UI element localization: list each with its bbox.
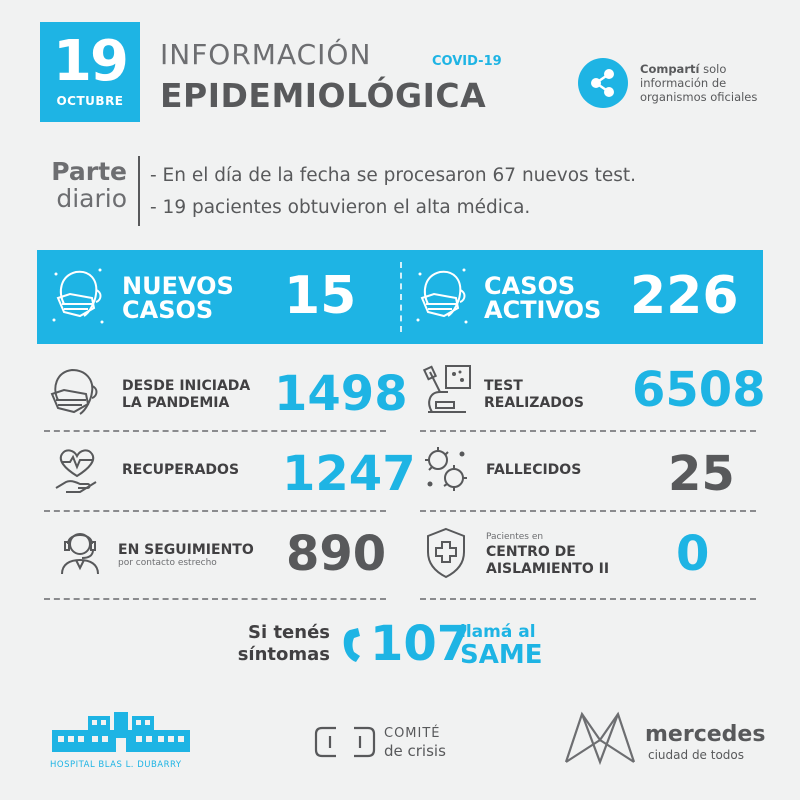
phone-icon — [342, 626, 368, 664]
parte-label2: diario — [56, 184, 127, 213]
seguimiento-label: EN SEGUIMIENTO — [118, 542, 254, 558]
same-left1: Si tenés — [248, 622, 330, 643]
masked-face-icon — [50, 262, 106, 332]
comite-logo-icon — [314, 724, 376, 760]
share-icon — [578, 58, 628, 108]
comite-line2: de crisis — [384, 742, 446, 760]
row-divider — [44, 510, 386, 512]
aislamiento-label2: AISLAMIENTO II — [486, 561, 610, 577]
share-line3: organismos oficiales — [640, 90, 758, 104]
casos-activos-label — [484, 274, 601, 322]
mercedes-logo-icon — [562, 710, 638, 766]
date-badge — [40, 22, 140, 122]
aislamiento-label — [486, 544, 609, 578]
comite-line1: COMITÉ — [384, 726, 441, 741]
parte-divider — [138, 156, 140, 226]
note-2: - 19 pacientes obtuvieron el alta médica. — [150, 197, 531, 218]
mercedes-line1: mercedes — [645, 722, 766, 747]
masked-face-icon — [46, 364, 102, 420]
same-prompt — [232, 622, 330, 666]
fallecidos-value: 25 — [668, 446, 735, 502]
activos-label2: ACTIVOS — [484, 296, 602, 324]
same-right1: llamá al — [460, 622, 536, 642]
operator-headset-icon — [56, 526, 104, 576]
seguimiento-sub: por contacto estrecho — [118, 558, 217, 568]
mercedes-line2: ciudad de todos — [648, 748, 745, 762]
test-label2: REALIZADOS — [484, 395, 584, 411]
activos-label1: CASOS — [484, 272, 576, 300]
pandemia-label1: DESDE INICIADA — [122, 378, 251, 394]
fallecidos-label: FALLECIDOS — [486, 462, 582, 478]
recuperados-label: RECUPERADOS — [122, 462, 240, 478]
note-1: - En el día de la fecha se procesaron 67 nuevos test. — [150, 165, 636, 186]
same-right2: SAME — [460, 640, 543, 670]
pandemia-label — [122, 378, 250, 412]
share-line2: información de — [640, 76, 727, 90]
microscope-icon — [420, 362, 474, 420]
parte-diario-label — [45, 158, 127, 212]
pandemia-label2: LA PANDEMIA — [122, 395, 230, 411]
share-rest: solo — [699, 62, 727, 76]
share-notice — [640, 62, 757, 104]
seguimiento-value: 890 — [286, 526, 387, 582]
date-day: 19 — [53, 29, 127, 94]
nuevos-casos-value: 15 — [284, 266, 357, 326]
date-month: OCTUBRE — [56, 94, 124, 108]
heart-hand-icon — [54, 446, 100, 496]
row-divider — [420, 510, 756, 512]
share-bold: Compartí — [640, 62, 700, 76]
aislamiento-label1: CENTRO DE — [486, 544, 576, 560]
casos-activos-value: 226 — [630, 266, 739, 326]
aislamiento-value: 0 — [676, 526, 710, 582]
hospital-building-icon — [52, 710, 190, 756]
row-divider — [420, 430, 756, 432]
hospital-name: HOSPITAL BLAS L. DUBARRY — [50, 760, 182, 770]
row-divider — [44, 430, 386, 432]
virus-icon — [420, 442, 470, 496]
row-divider — [44, 598, 386, 600]
title-line2: EPIDEMIOLÓGICA — [160, 76, 487, 115]
band-divider — [400, 262, 402, 332]
same-number: 107 — [370, 616, 471, 672]
test-label1: TEST — [484, 378, 523, 394]
nuevos-casos-label — [122, 274, 234, 322]
share-button[interactable] — [578, 58, 628, 108]
shield-cross-icon — [424, 526, 468, 580]
parte-notes — [150, 160, 636, 224]
title-line1: INFORMACIÓN — [160, 38, 372, 71]
same-left2: síntomas — [237, 644, 330, 665]
recuperados-value: 1247 — [282, 446, 416, 502]
test-label — [484, 378, 584, 412]
test-value: 6508 — [632, 362, 766, 418]
aislamiento-sub: Pacientes en — [486, 532, 544, 542]
parte-label1: Parte — [51, 157, 127, 186]
nuevos-label2: CASOS — [122, 296, 214, 324]
masked-face-icon — [414, 262, 470, 332]
covid-tag: COVID-19 — [432, 54, 502, 69]
nuevos-label1: NUEVOS — [122, 272, 234, 300]
row-divider — [420, 598, 756, 600]
pandemia-value: 1498 — [274, 366, 408, 422]
